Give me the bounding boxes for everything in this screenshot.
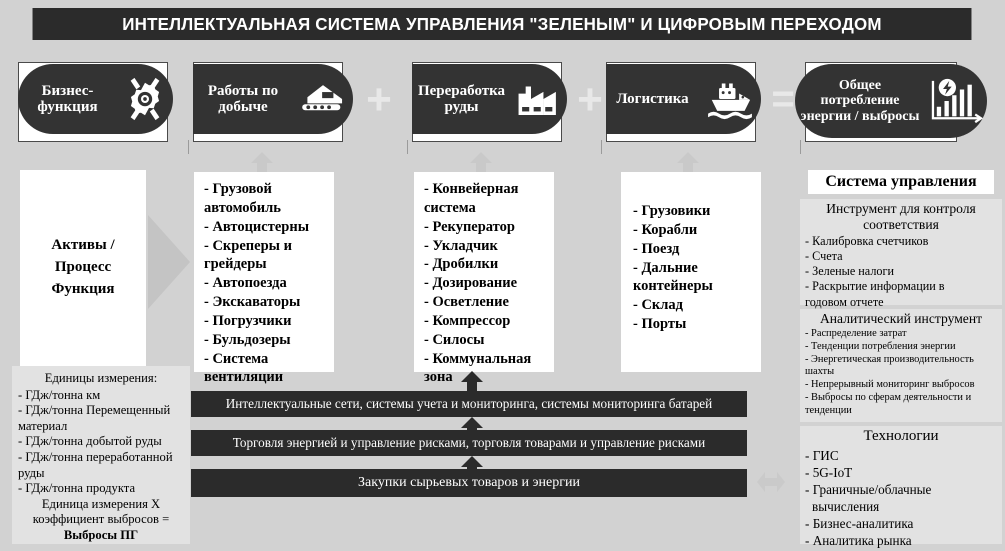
units-formula-line-1: Единица измерения X xyxy=(41,496,161,511)
divider-line-4 xyxy=(800,140,801,154)
technology-item: - Бизнес-аналитика xyxy=(805,516,914,532)
assets-line-3: Функция xyxy=(51,280,115,297)
compliance-item: - Раскрытие информации в xyxy=(805,279,945,294)
compliance-tool-block xyxy=(800,199,1002,309)
procurement-bar: Закупки сырьевых товаров и энергии xyxy=(191,469,747,497)
energy-chart-icon xyxy=(925,77,987,125)
list-item: - Поезд xyxy=(633,240,680,257)
list-item: - Укладчик xyxy=(424,237,498,254)
analytical-tool-block xyxy=(800,309,1002,422)
compliance-item: - Зеленые налоги xyxy=(805,264,895,279)
list-item: автомобиль xyxy=(204,199,281,216)
logistics-list xyxy=(633,202,755,334)
process-step-ore-processing[interactable] xyxy=(412,64,567,134)
factory-icon xyxy=(511,79,567,119)
process-step-1-label-1: Бизнес- xyxy=(41,82,94,99)
analytical-item: - Непрерывный мониторинг выбросов xyxy=(805,379,975,391)
units-panel xyxy=(12,366,190,544)
list-item: - Дозирование xyxy=(424,275,518,292)
list-item: - Скреперы и xyxy=(204,237,292,254)
divider-line-3 xyxy=(601,140,602,154)
process-step-2-label-1: Работы по xyxy=(207,82,279,99)
process-step-mining-works[interactable] xyxy=(193,64,353,134)
management-system-header: Система управления xyxy=(808,170,994,194)
flow-arrow-right xyxy=(148,215,190,309)
process-step-3-label-2: руды xyxy=(444,99,479,115)
list-item: контейнеры xyxy=(633,278,713,295)
list-item: - Рекуператор xyxy=(424,218,515,235)
list-item: - Коммунальная xyxy=(424,350,532,367)
divider-line-1 xyxy=(188,140,189,154)
analytical-item: тенденции xyxy=(805,404,852,416)
analytical-tool-header: Аналитический инструмент xyxy=(819,311,983,326)
ore-processing-list xyxy=(424,180,548,387)
units-header: Единицы измерения: xyxy=(44,371,158,385)
technologies-header: Технологии xyxy=(863,428,939,444)
ship-icon xyxy=(699,78,761,120)
compliance-item: - Счета xyxy=(805,249,843,264)
list-item: - Грузовой xyxy=(204,181,272,197)
analytical-item: - Выбросы по сферам деятельности и xyxy=(805,392,972,404)
assets-line-1: Активы / xyxy=(51,237,115,254)
units-item: - ГДж/тонна переработанной xyxy=(18,450,173,465)
assets-process-function-box xyxy=(20,170,146,366)
list-item: - Бульдозеры xyxy=(204,331,291,348)
list-item: - Порты xyxy=(633,316,687,333)
units-item: - ГДж/тонна км xyxy=(18,387,101,402)
operator-equals: = xyxy=(771,77,795,121)
list-item: - Конвейерная xyxy=(424,181,519,197)
mining-works-card xyxy=(194,172,334,386)
logistics-card xyxy=(621,172,761,372)
bidirectional-link-arrow xyxy=(757,472,785,492)
smart-grids-bar: Интеллектуальные сети, системы учета и мониторинга, системы мониторинга батарей xyxy=(191,391,747,417)
list-item: система xyxy=(424,199,476,216)
technology-item: - ГИС xyxy=(805,447,839,463)
ore-processing-card xyxy=(414,172,554,386)
process-step-2-label-2: добыче xyxy=(218,99,268,115)
energy-trading-bar: Торговля энергией и управление рисками, торговля товарами и управление рисками xyxy=(191,430,747,456)
list-item: вентиляции xyxy=(204,369,284,386)
technologies-block xyxy=(800,426,1002,549)
process-step-1-label-2: функция xyxy=(37,99,98,115)
units-item: руды xyxy=(18,465,45,480)
list-item: - Корабли xyxy=(633,221,698,238)
process-step-5-label-3: энергии / выбросы xyxy=(800,108,920,124)
process-step-logistics[interactable] xyxy=(606,64,761,134)
operator-plus-2: + xyxy=(577,75,603,124)
units-item: материал xyxy=(18,418,68,433)
analytical-item: шахты xyxy=(805,366,835,378)
process-step-5-label-2: потребление xyxy=(820,93,900,109)
list-item: - Автопоезда xyxy=(204,275,287,292)
compliance-tool-header: Инструмент для контроля соответствия xyxy=(826,201,976,233)
technology-item: - 5G-IoT xyxy=(805,464,853,480)
analytical-item: - Распределение затрат xyxy=(805,328,907,340)
excavator-icon xyxy=(293,79,353,119)
list-item: - Компрессор xyxy=(424,312,511,329)
list-item: - Склад xyxy=(633,297,683,314)
analytical-item: - Энергетическая производительность xyxy=(805,353,974,365)
list-item: - Система xyxy=(204,350,269,367)
list-item: - Грузовики xyxy=(633,203,711,219)
list-item: - Дальние xyxy=(633,259,698,276)
operator-plus-1: + xyxy=(366,75,392,124)
list-item: зона xyxy=(424,369,453,386)
compliance-item: годовом отчете xyxy=(805,294,884,309)
page-title: ИНТЕЛЛЕКТУАЛЬНАЯ СИСТЕМА УПРАВЛЕНИЯ "ЗЕЛЕНЫМ" И ЦИФРОВЫМ ПЕРЕХОДОМ xyxy=(33,8,972,40)
process-step-business-function[interactable] xyxy=(18,64,173,134)
list-item: грейдеры xyxy=(204,256,267,273)
units-item: - ГДж/тонна продукта xyxy=(18,481,136,496)
compliance-item: - Калибровка счетчиков xyxy=(805,234,929,249)
mining-works-list xyxy=(204,180,328,387)
process-step-3-label-1: Переработка xyxy=(417,82,506,99)
analytical-item: - Тенденции потребления энергии xyxy=(805,340,956,352)
list-item: - Погрузчики xyxy=(204,312,292,329)
units-item: - ГДж/тонна добытой руды xyxy=(18,434,162,449)
divider-line-2 xyxy=(407,140,408,154)
process-step-4-label-1: Логистика xyxy=(616,90,689,107)
list-item: - Осветление xyxy=(424,294,509,311)
gear-tools-icon xyxy=(117,76,173,122)
units-item: - ГДж/тонна Перемещенный xyxy=(18,403,171,418)
technology-item: - Граничные/облачные вычисления xyxy=(805,482,932,515)
assets-line-2: Процесс xyxy=(54,259,112,276)
process-step-total-energy[interactable] xyxy=(795,64,987,138)
units-formula-line-2: коэффициент выбросов = xyxy=(32,512,170,527)
list-item: - Дробилки xyxy=(424,256,499,273)
technology-item: - Аналитика рынка xyxy=(805,533,912,549)
units-formula-result: Выбросы ПГ xyxy=(63,528,139,543)
list-item: - Силосы xyxy=(424,331,485,348)
process-step-5-label-1: Общее xyxy=(838,78,882,94)
list-item: - Экскаваторы xyxy=(204,294,301,311)
list-item: - Автоцистерны xyxy=(204,218,310,235)
